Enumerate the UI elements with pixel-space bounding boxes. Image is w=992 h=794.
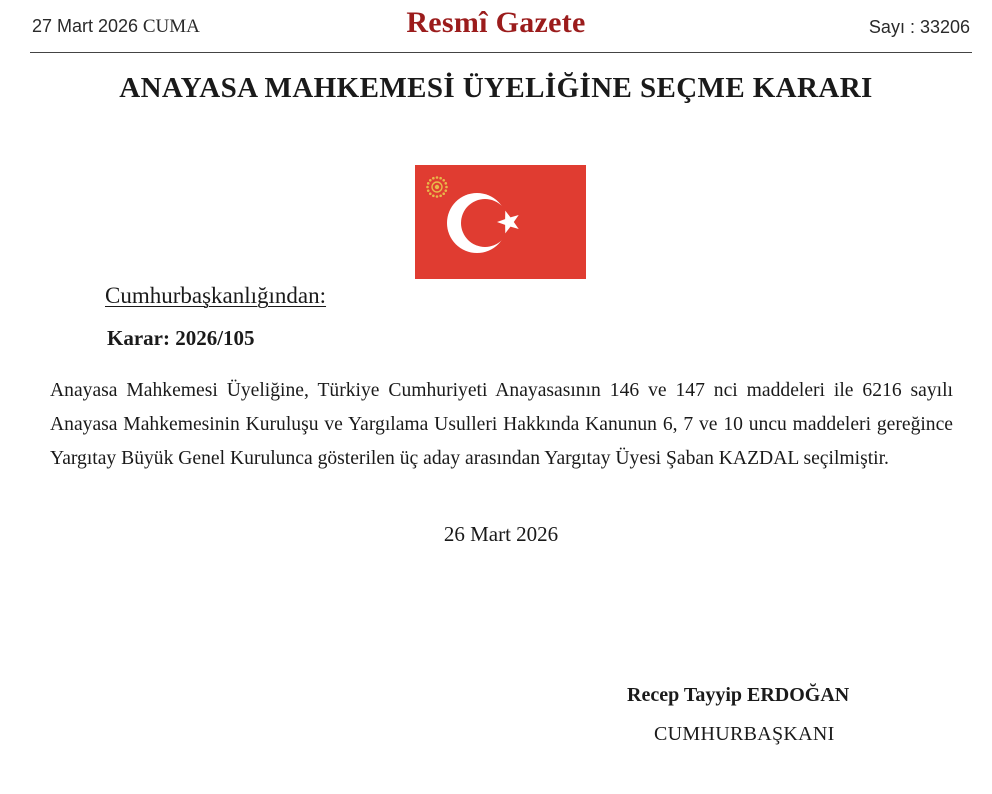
seal-star xyxy=(426,186,429,189)
seal-star xyxy=(439,177,442,180)
signatory-name: Recep Tayyip ERDOĞAN xyxy=(627,684,850,706)
seal-star xyxy=(444,189,447,192)
decision-number: Karar: 2026/105 xyxy=(107,326,255,350)
seal-star xyxy=(427,189,430,192)
decision-date: 26 Mart 2026 xyxy=(443,522,559,546)
header-weekday: CUMA xyxy=(142,16,200,37)
decision-body: Anayasa Mahkemesi Üyeliğine, Türkiye Cumhuriyeti Anayasasının 146 ve 147 nci maddeleri ile 6216 sayılı Anayasa Mahkemesinin Kuruluşu ve Yargılama Usulleri Hakkında Kanunun 6, 7 ve 10 uncu maddeleri gereğince Yargıtay Büyük Genel Kurulunca gösterilen üç aday arasından Yargıtay Üyesi Şaban KAZDAL seçilmiştir. xyxy=(50,380,953,469)
decision-title: ANAYASA MAHKEMESİ ÜYELİĞİNE SEÇME KARARI xyxy=(119,72,873,104)
seal-star xyxy=(439,194,442,197)
seal-star xyxy=(429,179,432,182)
seal-star xyxy=(436,195,439,198)
seal-star xyxy=(444,182,447,185)
seal-star xyxy=(445,186,448,189)
seal-star xyxy=(429,192,432,195)
issuer-heading: Cumhurbaşkanlığından: xyxy=(105,283,327,308)
seal-star xyxy=(432,177,435,180)
header-divider xyxy=(30,52,972,53)
seal-star xyxy=(442,179,445,182)
seal-star xyxy=(436,176,439,179)
masthead-title: Resmî Gazete xyxy=(406,6,586,39)
seal-star xyxy=(442,192,445,195)
turkish-flag-presidential-seal-icon xyxy=(415,165,586,279)
signatory-title: CUMHURBAŞKANI xyxy=(654,723,835,745)
header-date-numeric: 27 Mart 2026 xyxy=(32,16,139,36)
seal-star xyxy=(427,182,430,185)
seal-star xyxy=(432,194,435,197)
issue-number: Sayı : 33206 xyxy=(868,17,970,37)
